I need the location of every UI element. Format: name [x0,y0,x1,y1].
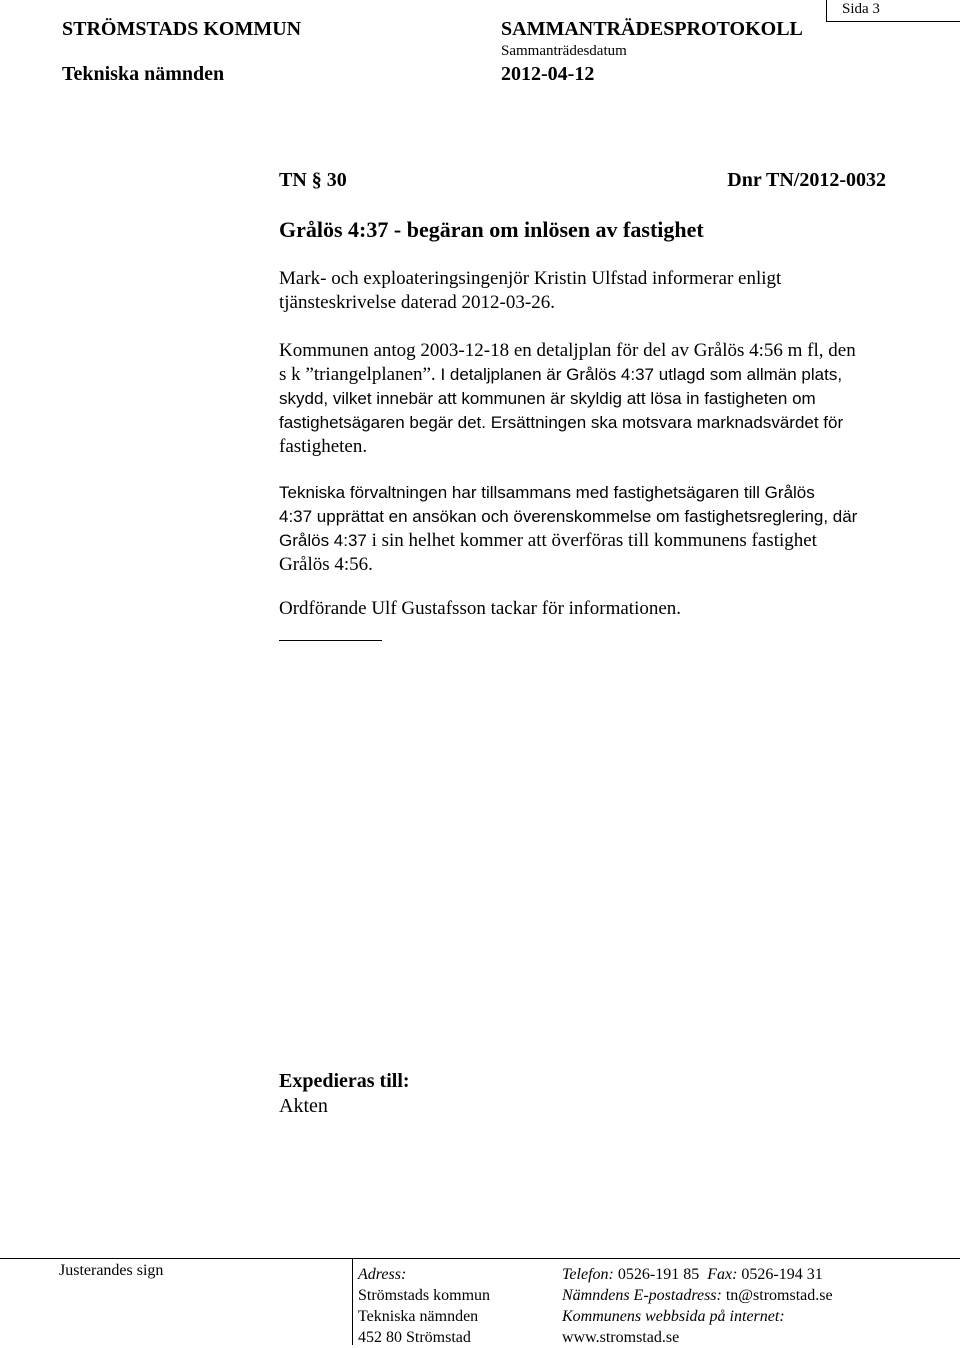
paragraph-text: s k ”triangelplanen”. [279,364,441,385]
paragraph-line: fastigheten. [279,436,368,457]
paragraph-text: Grålös 4:37 [279,531,372,550]
contact-line [562,1285,833,1306]
web-link[interactable]: www.stromstad.se [562,1329,680,1346]
paragraph-line: tjänsteskrivelse daterad 2012-03-26. [279,292,555,313]
paragraph-line: skydd, vilket innebär att kommunen är skyldig att lösa in fastigheten om [279,389,816,408]
municipality-name: STRÖMSTADS KOMMUN [62,18,302,40]
protocol-title: SAMMANTRÄDESPROTOKOLL [501,18,803,40]
paragraph-text: i sin helhet kommer att överföras till kommunens fastighet [371,530,817,551]
case-dnr: Dnr TN/2012-0032 [727,169,886,191]
address-label: Adress: [358,1266,407,1283]
paragraph-text: I detaljplanen är Grålös 4:37 utlagd som allmän plats, [440,365,843,384]
address-block [358,1264,490,1348]
paragraph-line: Tekniska förvaltningen har tillsammans med fastighetsägaren till Grålös [279,483,815,502]
case-number: TN § 30 [279,169,347,191]
contact-line [562,1264,833,1285]
address-line: Tekniska nämnden [358,1308,479,1325]
email-address[interactable]: tn@stromstad.se [725,1287,833,1304]
contact-block [562,1264,833,1348]
fax-number: 0526-194 31 [741,1266,823,1283]
meeting-date: 2012-04-12 [501,63,595,85]
paragraph-line [279,363,856,387]
paragraph-2 [279,339,856,459]
fax-label: Fax: [707,1266,738,1283]
email-label: Nämndens E-postadress: [562,1287,722,1304]
paragraph-3 [279,481,857,577]
web-label: Kommunens webbsida på internet: [562,1308,785,1325]
date-label: Sammanträdesdatum [501,43,627,59]
paragraph-1 [279,267,781,315]
paragraph-line: Kommunen antog 2003-12-18 en detaljplan för del av Grålös 4:56 m fl, den [279,340,856,361]
phone-label: Telefon: [562,1266,614,1283]
paragraph-line: Ordförande Ulf Gustafsson tackar för informationen. [279,598,682,619]
page-number: Sida 3 [842,1,880,17]
section-divider [279,640,382,641]
paragraph-line: Grålös 4:56. [279,554,373,575]
paragraph-4 [279,597,681,621]
signature-label: Justerandes sign [59,1262,164,1279]
footer-divider [0,1258,960,1259]
distribution-label: Expedieras till: [279,1070,410,1092]
address-line: Strömstads kommun [358,1287,491,1304]
address-line: 452 80 Strömstad [358,1329,471,1346]
footer-column-divider [352,1258,353,1345]
phone-number: 0526-191 85 [617,1266,700,1283]
paragraph-line: Mark- och exploateringsingenjör Kristin Ulfstad informerar enligt [279,268,782,289]
paragraph-line [279,529,857,553]
distribution-value: Akten [279,1095,328,1117]
committee-name: Tekniska nämnden [62,63,225,85]
case-title: Grålös 4:37 - begäran om inlösen av fastighet [279,217,704,242]
paragraph-line: 4:37 upprättat en ansökan och överenskommelse om fastighetsreglering, där [279,507,858,526]
paragraph-line: fastighetsägaren begär det. Ersättningen ska motsvara marknadsvärdet för [279,413,844,432]
